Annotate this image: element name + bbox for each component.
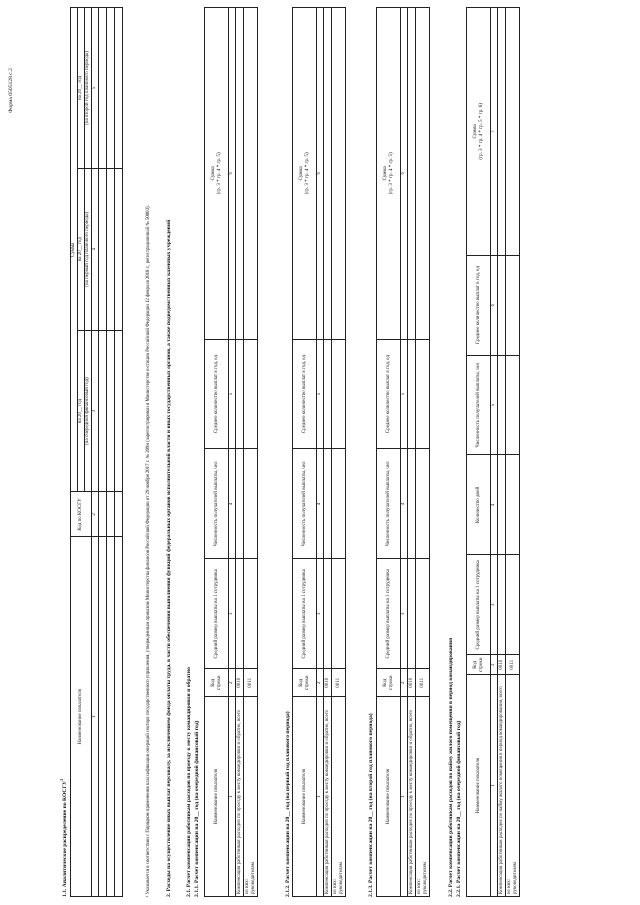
- col-num: 6: [401, 8, 408, 340]
- row-label-managers: из них: руководителям: [244, 697, 258, 897]
- row-label-total: Компенсация работникам расходов по проезду к месту командировки и обратно, всего: [408, 697, 416, 897]
- col-num: 5: [91, 8, 98, 169]
- section-2-1-3-title: 2.1.3. Расчет компенсации на 20__ год (на второй год планового периода): [368, 713, 374, 897]
- value-cell[interactable]: [416, 449, 430, 559]
- empty-cell[interactable]: [106, 492, 114, 537]
- row-label-total: Компенсация работникам расходов по проезду к месту командировки и обратно, всего: [236, 697, 244, 897]
- value-cell[interactable]: [416, 559, 430, 669]
- row-code: 0010: [324, 669, 332, 697]
- value-cell[interactable]: [506, 555, 520, 655]
- empty-cell[interactable]: [106, 537, 114, 897]
- empty-cell[interactable]: [114, 168, 122, 330]
- h-code: Код строки: [467, 655, 491, 675]
- h-avg-qty: Среднее количество выплат в год, ед: [205, 339, 229, 449]
- comp-table-y3: [376, 7, 430, 897]
- row-code: 0010: [498, 655, 506, 675]
- col-num: 4: [91, 168, 98, 330]
- value-cell[interactable]: [506, 355, 520, 455]
- col-num: 5: [401, 339, 408, 449]
- value-cell[interactable]: [332, 559, 346, 669]
- kosgu-h-y1-sub: (на очередной финансовый год): [84, 330, 91, 492]
- col-num: 5: [229, 339, 236, 449]
- h-sum: Сумма (гр. 3 * гр. 4 * гр. 5): [293, 8, 317, 340]
- h-name: Наименование показателя: [467, 675, 491, 897]
- h-name: Наименование показателя: [205, 697, 229, 897]
- col-num: 3: [229, 559, 236, 669]
- value-cell[interactable]: [506, 255, 520, 355]
- col-num: 2: [401, 669, 408, 697]
- value-cell[interactable]: [244, 8, 258, 340]
- row-code: 0010: [408, 669, 416, 697]
- lodging-table-y1: [466, 7, 520, 897]
- empty-cell[interactable]: [114, 537, 122, 897]
- col-num: 1: [91, 537, 98, 897]
- value-cell[interactable]: [324, 559, 332, 669]
- h-avg-pay: Средний размер выплаты на 1 сотрудника: [293, 559, 317, 669]
- h-avg-pay: Средний размер выплаты на 1 сотрудника: [205, 559, 229, 669]
- h-avg-pay: Средний размер выплаты на 1 сотрудника: [467, 555, 491, 655]
- value-cell[interactable]: [498, 355, 506, 455]
- value-cell[interactable]: [236, 8, 244, 340]
- value-cell[interactable]: [408, 8, 416, 340]
- col-num: 6: [491, 255, 498, 355]
- empty-cell[interactable]: [106, 168, 114, 330]
- value-cell[interactable]: [244, 339, 258, 449]
- col-num: 3: [401, 559, 408, 669]
- col-num: 2: [91, 492, 98, 537]
- empty-cell[interactable]: [98, 330, 106, 492]
- value-cell[interactable]: [416, 8, 430, 340]
- col-num: 2: [229, 669, 236, 697]
- row-code: 0011: [244, 669, 258, 697]
- row-code: 0011: [416, 669, 430, 697]
- empty-cell[interactable]: [106, 8, 114, 169]
- value-cell[interactable]: [498, 555, 506, 655]
- empty-cell[interactable]: [114, 330, 122, 492]
- h-count: Численность получателей выплаты, чел: [205, 449, 229, 559]
- value-cell[interactable]: [324, 339, 332, 449]
- kosgu-h-y2-sub: (на первый год планового периода): [84, 168, 91, 330]
- comp-table-y1: [204, 7, 258, 897]
- col-num: 4: [491, 455, 498, 555]
- col-num: 3: [317, 559, 324, 669]
- section-2-1-2-title: 2.1.2. Расчет компенсации на 20__ год (на первый год планового периода): [285, 711, 291, 897]
- empty-cell[interactable]: [98, 492, 106, 537]
- empty-cell[interactable]: [98, 8, 106, 169]
- col-num: 3: [91, 330, 98, 492]
- kosgu-h-sum: Сумма: [71, 8, 78, 492]
- section-2-title: 2. Расходы на осуществление иных выплат персоналу, за исключением фонда оплаты труда, в части обеспечения выполнения функций федеральных органов исполнительной власти и иных государственных органов, а также подведомственных казенных учреждений: [166, 219, 172, 897]
- value-cell[interactable]: [332, 339, 346, 449]
- col-num: 5: [491, 355, 498, 455]
- empty-cell[interactable]: [114, 8, 122, 169]
- col-num: 1: [229, 697, 236, 897]
- h-sum: Сумма (гр. 3 * гр. 4 * гр. 5): [205, 8, 229, 340]
- section-2-1-title: 2.1. Расчет компенсации работникам расходов по проезду к месту командировки и обратно: [186, 667, 192, 897]
- h-count: Численность получателей выплаты, чел: [467, 355, 491, 455]
- empty-cell[interactable]: [98, 168, 106, 330]
- h-sum: Сумма (гр. 3 * гр. 4 * гр. 5 * гр. 6): [467, 8, 491, 256]
- row-code: 0010: [236, 669, 244, 697]
- h-name: Наименование показателя: [293, 697, 317, 897]
- col-num: 1: [491, 675, 498, 897]
- value-cell[interactable]: [244, 559, 258, 669]
- value-cell[interactable]: [506, 8, 520, 256]
- value-cell[interactable]: [506, 455, 520, 555]
- h-avg-qty: Среднее количество выплат в год, ед: [293, 339, 317, 449]
- row-code: 0011: [506, 655, 520, 675]
- h-count: Численность получателей выплаты, чел: [377, 449, 401, 559]
- value-cell[interactable]: [498, 255, 506, 355]
- kosgu-h-y1: на 20__ год: [77, 330, 84, 492]
- h-code: Код строки: [205, 669, 229, 697]
- value-cell[interactable]: [498, 8, 506, 256]
- col-num: 2: [317, 669, 324, 697]
- col-num: 4: [317, 449, 324, 559]
- value-cell[interactable]: [408, 559, 416, 669]
- section-1-1-title: 1.1. Аналитическое распределение по КОСГУ$^1$: [59, 778, 68, 897]
- col-num: 3: [491, 555, 498, 655]
- value-cell[interactable]: [332, 449, 346, 559]
- row-label-total: Компенсация работникам расходов по найму жилого помещения в период командирования, всего: [498, 675, 506, 897]
- value-cell[interactable]: [498, 455, 506, 555]
- col-num: 2: [491, 655, 498, 675]
- kosgu-h-y2: на 20__ год: [77, 168, 84, 330]
- empty-cell[interactable]: [114, 492, 122, 537]
- section-2-2-title: 2.2. Расчет компенсации работникам расходов по найму жилого помещения в период командирования: [448, 637, 454, 897]
- h-count: Численность получателей выплаты, чел: [293, 449, 317, 559]
- row-code: 0011: [332, 669, 346, 697]
- col-num: 6: [317, 8, 324, 340]
- empty-cell[interactable]: [106, 330, 114, 492]
- value-cell[interactable]: [236, 449, 244, 559]
- kosgu-h-y3: на 20__ год: [77, 8, 84, 169]
- h-sum: Сумма (гр. 3 * гр. 4 * гр. 5): [377, 8, 401, 340]
- h-code: Код строки: [293, 669, 317, 697]
- row-label-managers: из них: руководителям: [332, 697, 346, 897]
- footnote: ¹ Указывается в соответствии с Порядком применения классификации операций сектора государственного управления, утвержденным приказом Министерства финансов Российской Федерации от 29 ноября 2017 г. № 209н (зарегистрирован в Министерстве юстиции Российской Федерации 12 февраля 2018 г., регистрационный № 50003).: [146, 205, 151, 897]
- row-label-managers: из них: руководителям: [416, 697, 430, 897]
- value-cell[interactable]: [244, 449, 258, 559]
- kosgu-h-code: Код по КОСГУ: [71, 492, 92, 537]
- col-num: 5: [317, 339, 324, 449]
- section-2-2-1-title: 2.2.1. Расчет компенсации на 20__ год (на очередной финансовый год): [456, 720, 462, 897]
- h-days: Количество дней: [467, 455, 491, 555]
- col-num: 7: [491, 8, 498, 256]
- section-2-1-1-title: 2.1.1. Расчет компенсации на 20__ год (на очередной финансовый год): [194, 720, 200, 897]
- h-avg-pay: Средний размер выплаты на 1 сотрудника: [377, 559, 401, 669]
- value-cell[interactable]: [324, 8, 332, 340]
- h-name: Наименование показателя: [377, 697, 401, 897]
- h-code: Код строки: [377, 669, 401, 697]
- kosgu-h-y3-sub: (на второй год планового периода): [84, 8, 91, 169]
- form-code: Форма 0505128 с.2: [8, 68, 14, 113]
- row-label-total: Компенсация работникам расходов по проезду к месту командировки и обратно, всего: [324, 697, 332, 897]
- h-avg-qty: Среднее количество выплат в год, ед: [377, 339, 401, 449]
- row-label-managers: из них: руководителям: [506, 675, 520, 897]
- comp-table-y2: [292, 7, 346, 897]
- kosgu-table: [70, 7, 123, 897]
- col-num: 4: [229, 449, 236, 559]
- value-cell[interactable]: [236, 559, 244, 669]
- col-num: 1: [401, 697, 408, 897]
- col-num: 4: [401, 449, 408, 559]
- value-cell[interactable]: [416, 339, 430, 449]
- value-cell[interactable]: [408, 449, 416, 559]
- col-num: 6: [229, 8, 236, 340]
- value-cell[interactable]: [408, 339, 416, 449]
- kosgu-h-name: Наименование показателя: [71, 537, 92, 897]
- value-cell[interactable]: [332, 8, 346, 340]
- empty-cell[interactable]: [98, 537, 106, 897]
- col-num: 1: [317, 697, 324, 897]
- value-cell[interactable]: [236, 339, 244, 449]
- h-avg-qty: Среднее количество выплат в год, ед: [467, 255, 491, 355]
- value-cell[interactable]: [324, 449, 332, 559]
